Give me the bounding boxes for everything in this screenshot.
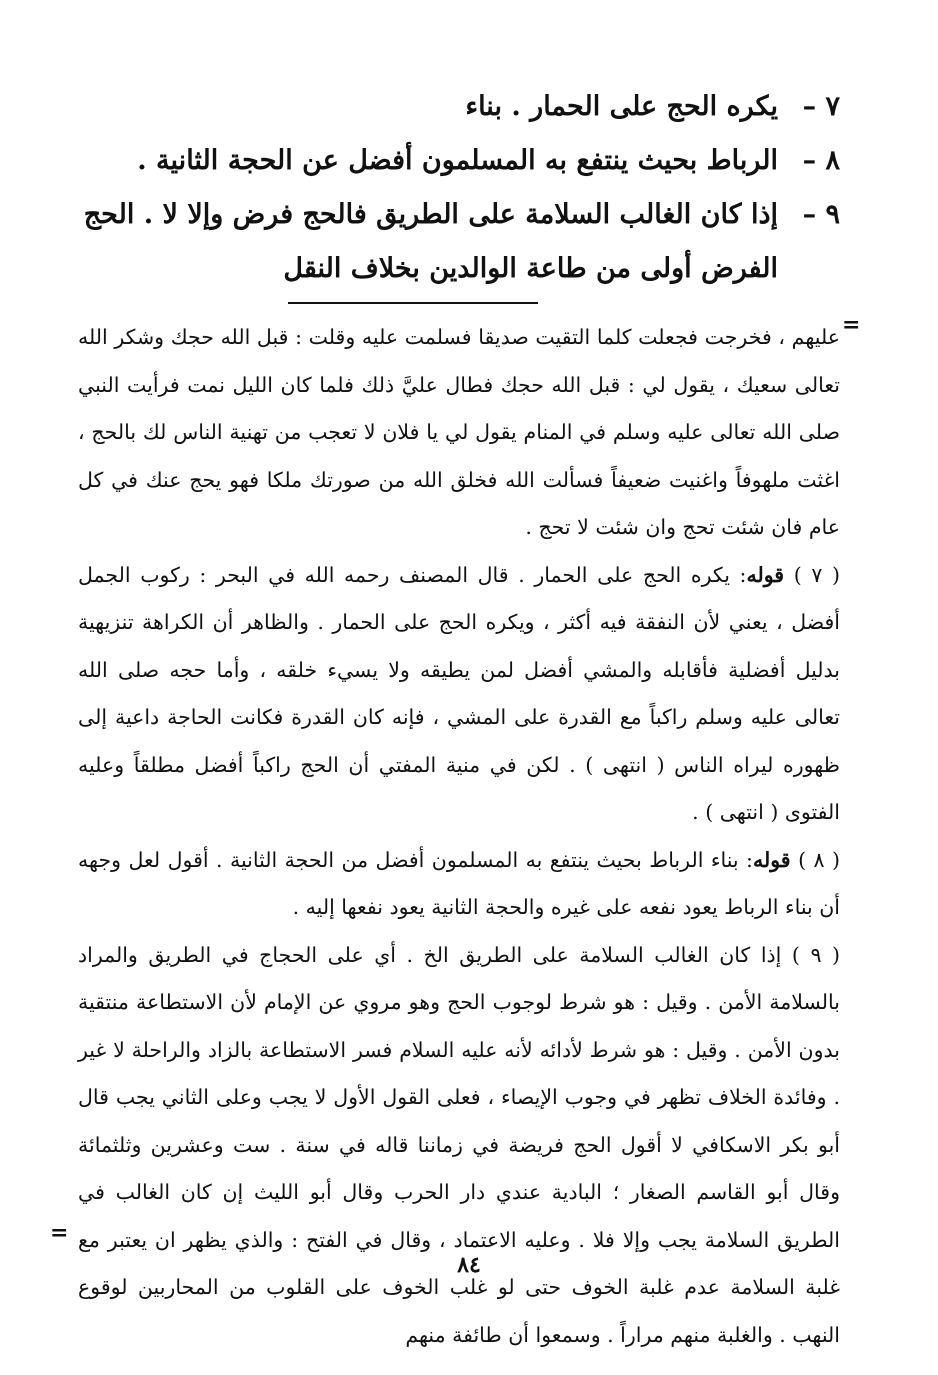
page-number: ٨٤	[457, 1252, 481, 1278]
text-line: الجمل أفضل ، يعني لأن النفقة فيه أكثر ، ويكره الحج على الحمار . والظاهر أن الكراهة	[78, 562, 840, 634]
text-line: وعليه الفتوى ( انتهى ) .	[78, 752, 840, 824]
commentary-paragraph-8	[78, 837, 840, 932]
commentary-paragraph-9	[78, 932, 840, 1360]
note-number: ( ٨ )	[798, 847, 840, 872]
page-body	[78, 80, 840, 1359]
text-line: على القلوب من المحاربين لوقوع النهب . والغلبة منهم مراراً . وسمعوا أن طائفة منهم	[78, 1275, 840, 1347]
item-text: الرباط بحيث ينتفع به المسلمون أفضل عن الحجة الثانية .	[137, 145, 778, 176]
item-text-continuation: الفرض أولى من طاعة الوالدين بخلاف النقل	[283, 253, 778, 284]
text-line: وشكر الله تعالى سعيك ، يقول لي : قبل الله حجك فطال عليَّ ذلك فلما كان الليل نمت	[78, 325, 840, 397]
main-text-list	[78, 80, 840, 296]
text-line: بالسلامة الأمن . وقيل : هو شرط لوجوب الحج وهو مروي عن الإمام لأن الاستطاعة	[136, 990, 840, 1014]
continuation-mark-bottom: =	[50, 1220, 69, 1246]
text-line: الليث إن كان الغالب في الطريق السلامة يجب وإلا فلا . وعليه الاعتماد ، وقال في	[78, 1180, 840, 1252]
commentary-paragraph-continued	[78, 314, 840, 552]
list-item-9	[78, 188, 840, 296]
text-line: إلى ظهوره ليراه الناس ( انتهى ) . لكن في منية المفتي أن الحج راكباً أفضل مطلقاً	[78, 705, 840, 777]
commentary	[78, 314, 840, 1359]
text-line: وعلى الثاني يجب قال أبو بكر الاسكافي لا أقول الحج فريضة في زماننا قاله في سنة .	[78, 1085, 840, 1157]
item-text-wrap	[78, 188, 778, 296]
text-line: الفتح : والذي يظهر ان يعتبر مع غلبة السلامة عدم غلبة الخوف حتى لو غلب الخوف	[78, 1227, 840, 1299]
footnote-separator	[288, 302, 538, 304]
text-line: عليهم ، فخرجت فجعلت كلما التقيت صديقا فسلمت عليه وقلت : قبل الله حجك	[170, 325, 840, 349]
list-item-8	[78, 134, 840, 188]
text-line: والراحلة لا غير . وفائدة الخلاف تظهر في وجوب الإيصاء ، فعلى القول الأول لا يجب	[78, 1037, 840, 1109]
text-line: لعل وجهه أن بناء الرباط يعود نفعه على غيره والحجة الثانية يعود نفعها إليه .	[78, 847, 840, 919]
text-line: : بناء الرباط بحيث ينتفع به المسلمون أفضل من الحجة الثانية . أقول	[167, 847, 753, 872]
item-text: يكره الحج على الحمار . بناء	[465, 91, 778, 122]
text-line: الله تعالى عليه وسلم راكباً مع القدرة على المشي ، فإنه كان القدرة فكانت الحاجة داعية	[78, 657, 840, 729]
item-text: إذا كان الغالب السلامة على الطريق فالحج فرض وإلا لا . الحج	[83, 199, 778, 230]
text-line: ست وعشرين وثلثمائة وقال أبو القاسم الصغار ؛ البادية عندي دار الحرب وقال أبو	[78, 1132, 840, 1204]
continuation-mark-top: =	[842, 312, 861, 338]
note-number: ( ٧ )	[793, 562, 840, 587]
commentary-paragraph-7	[78, 552, 840, 837]
list-item-7	[78, 80, 840, 134]
text-line: ملكا فهو يحج عنك في كل عام فان شئت تحج وان شئت لا تحج .	[78, 467, 840, 539]
text-line: : يكره الحج على الحمار . قال المصنف رحمه الله في البحر : ركوب	[140, 562, 747, 587]
text-line: إذا كان الغالب السلامة على الطريق الخ . أي على الحجاج في الطريق والمراد	[78, 942, 782, 967]
text-line: تنزيهية بدليل أفضلية فأقابله والمشي أفضل لمن يطيقه ولا يسيء خلقه ، وأما حجه صلى	[78, 610, 840, 682]
item-number: ٧ –	[802, 91, 840, 122]
item-number: ٩ –	[802, 199, 840, 230]
text-line: منتقية بدون الأمن . وقيل : هو شرط لأدائه لأنه عليه السلام فسر الاستطاعة بالزاد	[78, 990, 840, 1062]
text-line: الناس لك بالحج ، اغثت ملهوفاً واغنيت ضعيفاً فسألت الله فخلق الله من صورتك	[78, 420, 840, 492]
item-number: ٨ –	[802, 145, 840, 176]
note-label: قوله	[752, 847, 791, 872]
note-label: قوله	[746, 562, 785, 587]
footnote-separator-wrap	[78, 302, 840, 304]
text-line: فرأيت النبي صلى الله تعالى عليه وسلم في المنام يقول لي يا فلان لا تعجب من تهنية	[78, 372, 840, 444]
note-number: ( ٩ )	[791, 942, 840, 967]
